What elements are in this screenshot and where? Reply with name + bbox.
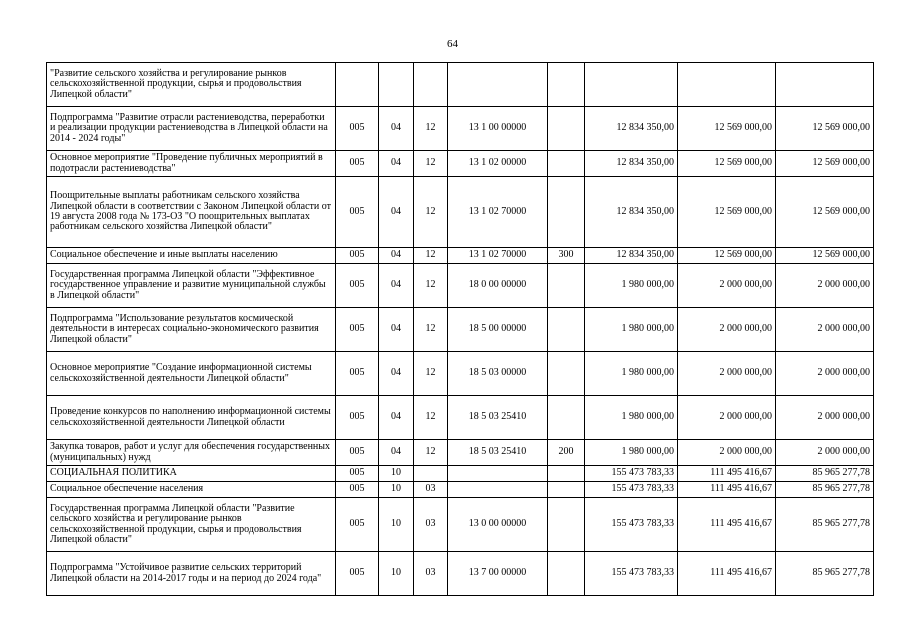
cell-target-article: 18 5 00 00000 [448, 308, 548, 352]
cell-admin-code: 005 [336, 177, 379, 248]
cell-section: 04 [379, 308, 414, 352]
cell-section: 04 [379, 177, 414, 248]
cell-amount-3: 85 965 277,78 [776, 498, 874, 552]
cell-admin-code: 005 [336, 248, 379, 264]
cell-amount-2: 2 000 000,00 [678, 352, 776, 396]
table-row [47, 466, 874, 482]
cell-expense-type [548, 177, 585, 248]
cell-subsection: 12 [414, 440, 448, 466]
cell-expense-type [548, 482, 585, 498]
table-row [47, 248, 874, 264]
cell-amount-1: 12 834 350,00 [585, 177, 678, 248]
budget-table [46, 62, 874, 596]
cell-name: Подпрограмма "Использование результатов космической деятельности в интересах социально-экономического развития Липецкой области" [47, 308, 336, 352]
cell-amount-1: 155 473 783,33 [585, 552, 678, 596]
cell-name: Основное мероприятие "Создание информационной системы сельскохозяйственной деятельности Липецкой области" [47, 352, 336, 396]
cell-subsection: 12 [414, 308, 448, 352]
cell-amount-3: 12 569 000,00 [776, 177, 874, 248]
table-row [47, 308, 874, 352]
cell-amount-3: 2 000 000,00 [776, 264, 874, 308]
cell-admin-code: 005 [336, 107, 379, 151]
cell-subsection: 12 [414, 396, 448, 440]
cell-amount-3: 12 569 000,00 [776, 151, 874, 177]
cell-subsection: 12 [414, 264, 448, 308]
cell-name: Государственная программа Липецкой области "Эффективное государственное управление и развитие муниципальной службы в Липецкой области" [47, 264, 336, 308]
cell-amount-3: 2 000 000,00 [776, 440, 874, 466]
cell-admin-code: 005 [336, 352, 379, 396]
cell-amount-3: 2 000 000,00 [776, 352, 874, 396]
cell-admin-code: 005 [336, 308, 379, 352]
cell-expense-type [548, 352, 585, 396]
cell-amount-2: 111 495 416,67 [678, 482, 776, 498]
cell-target-article: 13 0 00 00000 [448, 498, 548, 552]
cell-amount-2: 12 569 000,00 [678, 248, 776, 264]
cell-name: Основное мероприятие "Проведение публичных мероприятий в подотрасли растениеводства" [47, 151, 336, 177]
cell-section: 04 [379, 107, 414, 151]
cell-name: Проведение конкурсов по наполнению информационной системы сельскохозяйственной деятельности Липецкой области [47, 396, 336, 440]
cell-expense-type [548, 552, 585, 596]
cell-target-article: 18 0 00 00000 [448, 264, 548, 308]
table-row [47, 498, 874, 552]
cell-name: СОЦИАЛЬНАЯ ПОЛИТИКА [47, 466, 336, 482]
cell-amount-2: 111 495 416,67 [678, 466, 776, 482]
table-row [47, 352, 874, 396]
page-number: 64 [447, 38, 458, 50]
cell-subsection: 03 [414, 498, 448, 552]
cell-amount-3 [776, 63, 874, 107]
cell-subsection: 12 [414, 177, 448, 248]
cell-section: 04 [379, 248, 414, 264]
cell-expense-type [548, 264, 585, 308]
cell-amount-3: 2 000 000,00 [776, 308, 874, 352]
cell-admin-code: 005 [336, 498, 379, 552]
cell-admin-code: 005 [336, 396, 379, 440]
cell-amount-1: 1 980 000,00 [585, 264, 678, 308]
cell-admin-code: 005 [336, 552, 379, 596]
cell-amount-1: 155 473 783,33 [585, 466, 678, 482]
cell-admin-code: 005 [336, 440, 379, 466]
cell-name: "Развитие сельского хозяйства и регулирование рынков сельскохозяйственной продукции, сырья и продовольствия Липецкой области" [47, 63, 336, 107]
cell-expense-type: 300 [548, 248, 585, 264]
cell-name: Государственная программа Липецкой области "Развитие сельского хозяйства и регулирование рынков сельскохозяйственной продукции, сырья и продовольствия Липецкой области" [47, 498, 336, 552]
cell-amount-3: 85 965 277,78 [776, 552, 874, 596]
cell-admin-code: 005 [336, 482, 379, 498]
cell-amount-1: 155 473 783,33 [585, 498, 678, 552]
cell-amount-1: 1 980 000,00 [585, 440, 678, 466]
cell-subsection: 12 [414, 248, 448, 264]
cell-amount-3: 85 965 277,78 [776, 466, 874, 482]
cell-amount-2: 12 569 000,00 [678, 151, 776, 177]
cell-amount-2: 111 495 416,67 [678, 498, 776, 552]
table-body [47, 63, 874, 596]
cell-expense-type [548, 151, 585, 177]
cell-target-article: 13 1 00 00000 [448, 107, 548, 151]
cell-amount-1: 155 473 783,33 [585, 482, 678, 498]
cell-amount-2: 12 569 000,00 [678, 177, 776, 248]
cell-amount-2 [678, 63, 776, 107]
cell-name: Закупка товаров, работ и услуг для обеспечения государственных (муниципальных) нужд [47, 440, 336, 466]
cell-admin-code: 005 [336, 264, 379, 308]
cell-admin-code: 005 [336, 151, 379, 177]
cell-section: 04 [379, 151, 414, 177]
cell-section: 04 [379, 440, 414, 466]
cell-expense-type [548, 466, 585, 482]
cell-expense-type [548, 308, 585, 352]
table-row [47, 177, 874, 248]
cell-name: Подпрограмма "Развитие отрасли растениеводства, переработки и реализации продукции растениеводства в Липецкой области на 2014 - 2024 годы" [47, 107, 336, 151]
cell-amount-3: 85 965 277,78 [776, 482, 874, 498]
cell-name: Социальное обеспечение населения [47, 482, 336, 498]
cell-amount-2: 2 000 000,00 [678, 396, 776, 440]
cell-section: 10 [379, 552, 414, 596]
table-row [47, 396, 874, 440]
cell-amount-3: 2 000 000,00 [776, 396, 874, 440]
cell-section [379, 63, 414, 107]
table-row [47, 264, 874, 308]
cell-target-article: 18 5 03 25410 [448, 440, 548, 466]
cell-admin-code: 005 [336, 466, 379, 482]
cell-section: 04 [379, 396, 414, 440]
cell-amount-2: 2 000 000,00 [678, 440, 776, 466]
cell-section: 10 [379, 466, 414, 482]
cell-target-article [448, 466, 548, 482]
cell-target-article: 18 5 03 00000 [448, 352, 548, 396]
cell-amount-1: 1 980 000,00 [585, 396, 678, 440]
cell-amount-1: 12 834 350,00 [585, 151, 678, 177]
cell-amount-2: 12 569 000,00 [678, 107, 776, 151]
cell-target-article [448, 63, 548, 107]
table-row [47, 482, 874, 498]
table-row [47, 63, 874, 107]
cell-amount-1: 1 980 000,00 [585, 308, 678, 352]
cell-amount-3: 12 569 000,00 [776, 107, 874, 151]
cell-section: 10 [379, 482, 414, 498]
cell-amount-2: 111 495 416,67 [678, 552, 776, 596]
cell-admin-code [336, 63, 379, 107]
cell-amount-1 [585, 63, 678, 107]
cell-expense-type: 200 [548, 440, 585, 466]
cell-name: Социальное обеспечение и иные выплаты населению [47, 248, 336, 264]
cell-subsection: 12 [414, 151, 448, 177]
table-row [47, 107, 874, 151]
table-row [47, 440, 874, 466]
cell-expense-type [548, 107, 585, 151]
cell-section: 10 [379, 498, 414, 552]
cell-expense-type [548, 396, 585, 440]
cell-subsection: 12 [414, 352, 448, 396]
cell-target-article: 13 1 02 70000 [448, 248, 548, 264]
cell-amount-1: 1 980 000,00 [585, 352, 678, 396]
cell-expense-type [548, 498, 585, 552]
cell-target-article: 13 1 02 00000 [448, 151, 548, 177]
cell-amount-3: 12 569 000,00 [776, 248, 874, 264]
table-row [47, 552, 874, 596]
cell-expense-type [548, 63, 585, 107]
cell-subsection: 12 [414, 107, 448, 151]
cell-amount-2: 2 000 000,00 [678, 264, 776, 308]
cell-subsection [414, 63, 448, 107]
cell-subsection: 03 [414, 482, 448, 498]
table-row [47, 151, 874, 177]
cell-target-article: 13 7 00 00000 [448, 552, 548, 596]
cell-section: 04 [379, 352, 414, 396]
cell-section: 04 [379, 264, 414, 308]
cell-subsection [414, 466, 448, 482]
cell-name: Поощрительные выплаты работникам сельского хозяйства Липецкой области в соответствии с Законом Липецкой области от 19 августа 2008 года № 173-ОЗ "О поощрительных выплатах работникам сельского хозяйства Липецкой области" [47, 177, 336, 248]
cell-amount-2: 2 000 000,00 [678, 308, 776, 352]
cell-target-article: 18 5 03 25410 [448, 396, 548, 440]
cell-subsection: 03 [414, 552, 448, 596]
cell-amount-1: 12 834 350,00 [585, 248, 678, 264]
cell-target-article: 13 1 02 70000 [448, 177, 548, 248]
cell-amount-1: 12 834 350,00 [585, 107, 678, 151]
cell-target-article [448, 482, 548, 498]
cell-name: Подпрограмма "Устойчивое развитие сельских территорий Липецкой области на 2014-2017 годы и на период до 2024 года" [47, 552, 336, 596]
